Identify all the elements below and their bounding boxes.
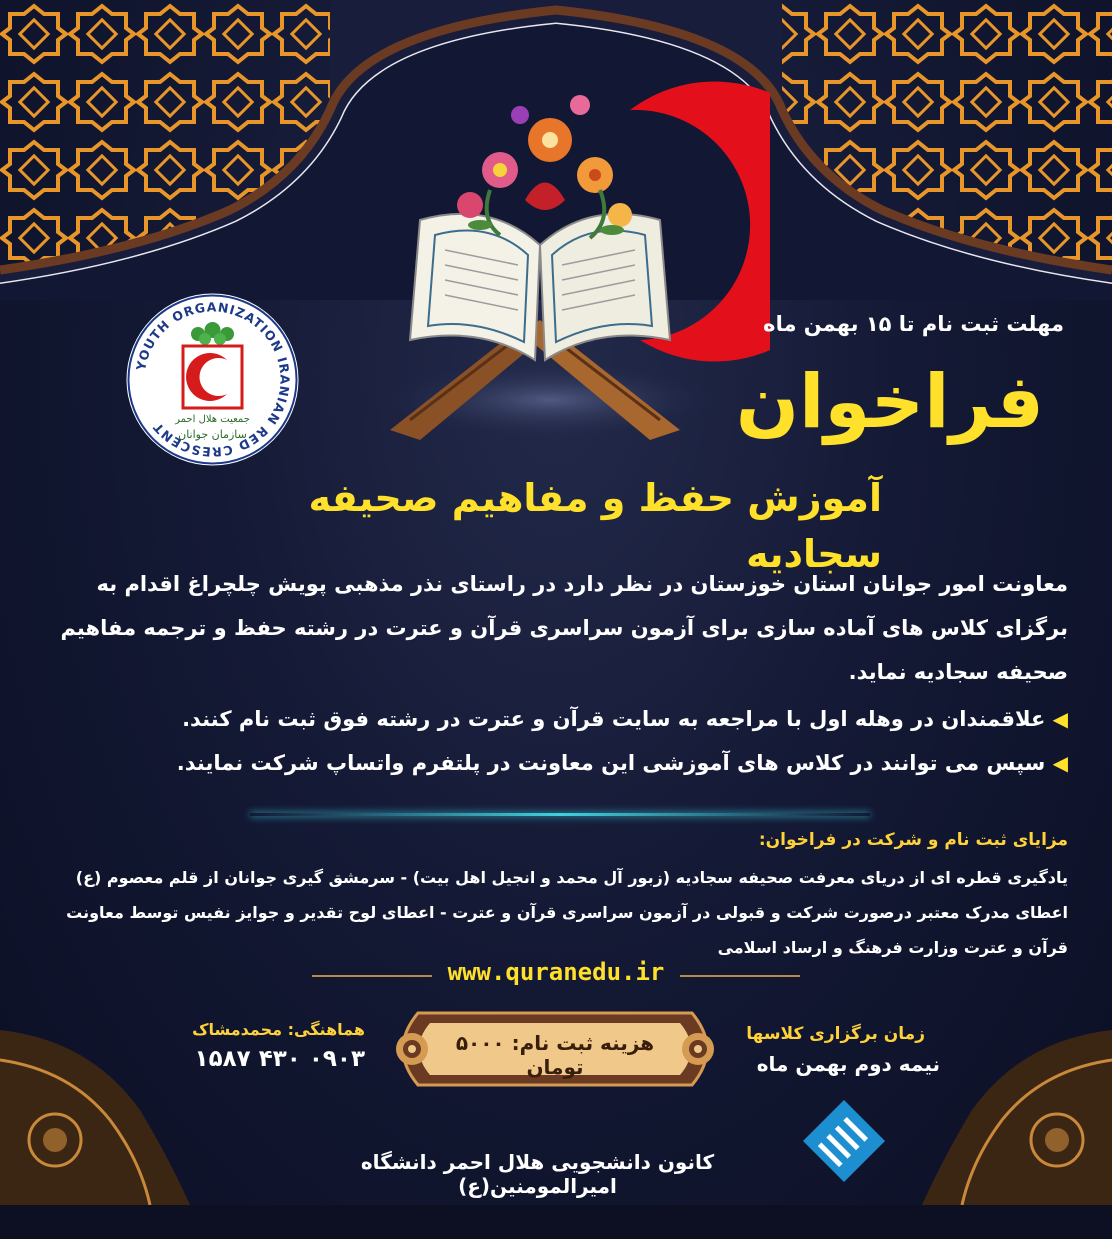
website-divider-right <box>680 975 800 977</box>
bullet-item <box>38 697 1068 741</box>
bullet-text: سپس می توانند در کلاس های آموزشی این معاونت در پلتفرم واتساپ شرکت نمایند. <box>176 751 1046 775</box>
intro-paragraph <box>38 562 1068 694</box>
footer-text: کانون دانشجویی هلال احمر دانشگاه امیرالمومنین(ع) <box>360 1150 715 1198</box>
intro-line: برگزای کلاس های آماده سازی برای آزمون سراسری قرآن و عترت در رشته حفظ و ترجمه مفاهیم <box>60 616 1068 640</box>
bullet-list <box>38 697 1068 785</box>
intro-line: معاونت امور جوانان استان خوزستان در نظر دارد در راستای نذر مذهبی پویش چلچراغ اقدام به <box>96 572 1068 596</box>
logo-persian-1: جمعیت هلال احمر <box>175 414 250 425</box>
coordination-label: هماهنگی: محمدمشاک <box>192 1020 365 1039</box>
website-link[interactable]: www.quranedu.ir <box>447 958 665 986</box>
logo-persian-2: سازمان جوانان <box>178 428 247 441</box>
website-divider-left <box>312 975 432 977</box>
page-title: فراخوان <box>735 359 1044 445</box>
arrow-left-icon: ◀ <box>1052 751 1068 775</box>
deadline-text: مهلت ثبت نام تا ۱۵ بهمن ماه <box>763 312 1064 336</box>
benefits-title: مزایای ثبت نام و شرکت در فراخوان: <box>758 830 1068 850</box>
bullet-item <box>38 741 1068 785</box>
benefit-line: اعطای مدرک معتبر درصورت شرکت و قبولی در آزمون سراسری قرآن و عترت - اعطای لوح تقدیر و جوایز نفیس توسط معاونت <box>66 903 1068 922</box>
class-time-label: زمان برگزاری کلاسها <box>746 1024 925 1044</box>
arrow-left-icon: ◀ <box>1052 707 1068 731</box>
kufic-logo-icon <box>795 1092 893 1190</box>
page-subtitle: آموزش حفظ و مفاهیم صحیفه سجادیه <box>308 476 882 576</box>
class-time-value: نیمه دوم بهمن ماه <box>756 1052 940 1076</box>
intro-line: صحیفه سجادیه نماید. <box>848 660 1068 684</box>
benefits-list <box>38 860 1068 965</box>
fee-text: هزینه ثبت نام: ۵۰۰۰ تومان <box>455 1031 655 1079</box>
fee-plaque <box>388 1005 722 1093</box>
glow-divider <box>250 813 870 816</box>
logo-ring-text: YOUTH ORGANIZATION IRANIAN RED CRESCENT <box>133 299 293 460</box>
coordination-phone[interactable]: ۰۹۰۳ ۴۳۰ ۱۵۸۷ <box>194 1046 365 1072</box>
bullet-text: علاقمندان در وهله اول با مراجعه به سایت قرآن و عترت در رشته فوق ثبت نام کنند. <box>182 707 1046 731</box>
rosette-icon <box>396 1033 428 1065</box>
red-crescent-logo <box>125 292 300 467</box>
benefit-line: قرآن و عترت وزارت فرهنگ و ارساد اسلامی <box>717 938 1068 957</box>
benefit-line: یادگیری قطره ای از دریای معرفت صحیفه سجادیه (زبور آل محمد و انجیل اهل بیت) - سرمشق گیری جوانان از قلم معصوم (ع) <box>75 868 1068 887</box>
bottom-right-ornament <box>922 1030 1112 1205</box>
rosette-icon <box>682 1033 714 1065</box>
